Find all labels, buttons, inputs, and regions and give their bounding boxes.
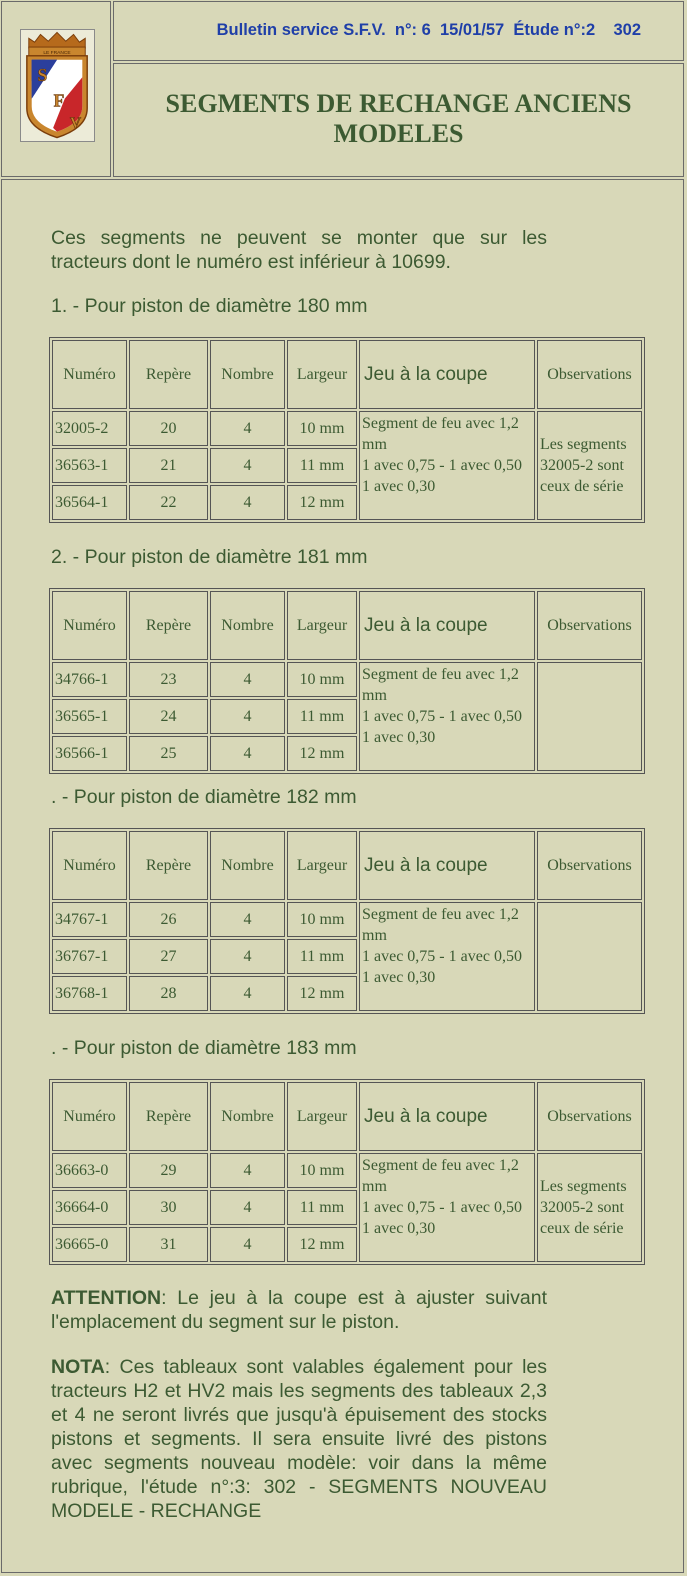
cell-nombre: 4 — [210, 485, 285, 520]
cell-repere: 25 — [129, 736, 208, 771]
segment-table — [49, 588, 645, 774]
table-heading: 1. - Pour piston de diamètre 180 mm — [51, 295, 368, 317]
column-header-nombre: Nombre — [210, 591, 285, 660]
column-header-numero: Numéro — [52, 340, 127, 409]
cell-largeur: 10 mm — [287, 662, 357, 697]
cell-repere: 20 — [129, 411, 208, 446]
cell-nombre: 4 — [210, 939, 285, 974]
cell-numero: 36768-1 — [52, 976, 127, 1011]
cell-nombre: 4 — [210, 411, 285, 446]
cell-largeur: 11 mm — [287, 448, 357, 483]
nota-paragraph — [51, 1355, 547, 1523]
cell-repere: 31 — [129, 1227, 208, 1262]
column-header-numero: Numéro — [52, 591, 127, 660]
cell-numero: 36566-1 — [52, 736, 127, 771]
table-row — [52, 411, 642, 446]
cell-jeu-a-la-coupe: Segment de feu avec 1,2 mm 1 avec 0,75 - 1 avec 0,50 1 avec 0,30 — [359, 902, 535, 1011]
cell-nombre: 4 — [210, 736, 285, 771]
cell-numero: 36767-1 — [52, 939, 127, 974]
cell-largeur: 10 mm — [287, 1153, 357, 1188]
cell-nombre: 4 — [210, 662, 285, 697]
logo-letter-v: V — [69, 114, 82, 132]
column-header-jeu: Jeu à la coupe — [359, 1082, 535, 1151]
cell-repere: 24 — [129, 699, 208, 734]
column-header-repere: Repère — [129, 591, 208, 660]
cell-largeur: 12 mm — [287, 736, 357, 771]
attention-text: : Le jeu à la coupe est à ajuster suivant l'emplacement du segment sur le piston. — [51, 1287, 547, 1333]
table-heading: 2. - Pour piston de diamètre 181 mm — [51, 546, 368, 568]
logo-panel — [1, 1, 111, 177]
cell-nombre: 4 — [210, 902, 285, 937]
cell-largeur: 10 mm — [287, 902, 357, 937]
cell-numero: 36565-1 — [52, 699, 127, 734]
title-panel — [113, 63, 684, 177]
cell-numero: 36663-0 — [52, 1153, 127, 1188]
table-header-row — [52, 831, 642, 900]
column-header-repere: Repère — [129, 340, 208, 409]
sfv-crest-logo — [20, 29, 95, 142]
cell-largeur: 12 mm — [287, 485, 357, 520]
cell-largeur: 11 mm — [287, 699, 357, 734]
column-header-largeur: Largeur — [287, 1082, 357, 1151]
cell-observations: Les segments 32005-2 sont ceux de série — [537, 411, 642, 520]
cell-observations: Les segments 32005-2 sont ceux de série — [537, 1153, 642, 1262]
column-header-observations: Observations — [537, 591, 642, 660]
cell-nombre: 4 — [210, 976, 285, 1011]
bulletin-line: Bulletin service S.F.V. n°: 6 15/01/57 Étude n°:2 302 — [216, 21, 641, 39]
column-header-numero: Numéro — [52, 831, 127, 900]
table-heading: . - Pour piston de diamètre 183 mm — [51, 1037, 357, 1059]
cell-repere: 21 — [129, 448, 208, 483]
cell-largeur: 11 mm — [287, 1190, 357, 1225]
bulletin-panel — [113, 1, 684, 61]
column-header-nombre: Nombre — [210, 340, 285, 409]
nota-text: : Ces tableaux sont valables également pour les tracteurs H2 et HV2 mais les segments des tableaux 2,3 et 4 ne seront livrés que jusqu'à épuisement des stocks pistons et segments. Il sera ensuite livré des pistons avec segments nouveau modèle: voir dans la même rubrique, l'étude n°:3: 302 - SEGMENTS NOUVEAU MODELE - RECHANGE — [51, 1356, 547, 1522]
column-header-nombre: Nombre — [210, 831, 285, 900]
svg-text:LE FRANCE: LE FRANCE — [43, 50, 71, 56]
cell-largeur: 10 mm — [287, 411, 357, 446]
cell-largeur: 12 mm — [287, 976, 357, 1011]
attention-paragraph — [51, 1286, 547, 1334]
segment-table — [49, 337, 645, 523]
nota-label: NOTA — [51, 1356, 105, 1378]
cell-repere: 29 — [129, 1153, 208, 1188]
column-header-observations: Observations — [537, 1082, 642, 1151]
table-header-row — [52, 1082, 642, 1151]
logo-letter-s: S — [37, 65, 48, 86]
cell-largeur: 11 mm — [287, 939, 357, 974]
logo-letter-f: F — [53, 90, 65, 111]
column-header-observations: Observations — [537, 340, 642, 409]
segment-table — [49, 828, 645, 1014]
cell-repere: 27 — [129, 939, 208, 974]
cell-numero: 32005-2 — [52, 411, 127, 446]
column-header-observations: Observations — [537, 831, 642, 900]
cell-observations — [537, 902, 642, 1011]
table-header-row — [52, 591, 642, 660]
attention-label: ATTENTION — [51, 1287, 162, 1309]
cell-repere: 23 — [129, 662, 208, 697]
table-heading: . - Pour piston de diamètre 182 mm — [51, 786, 357, 808]
cell-numero: 36665-0 — [52, 1227, 127, 1262]
intro-paragraph — [51, 226, 547, 274]
cell-largeur: 12 mm — [287, 1227, 357, 1262]
cell-nombre: 4 — [210, 699, 285, 734]
cell-repere: 22 — [129, 485, 208, 520]
table-row — [52, 902, 642, 937]
column-header-repere: Repère — [129, 831, 208, 900]
column-header-numero: Numéro — [52, 1082, 127, 1151]
column-header-jeu: Jeu à la coupe — [359, 591, 535, 660]
cell-nombre: 4 — [210, 448, 285, 483]
column-header-jeu: Jeu à la coupe — [359, 831, 535, 900]
cell-jeu-a-la-coupe: Segment de feu avec 1,2 mm 1 avec 0,75 - 1 avec 0,50 1 avec 0,30 — [359, 662, 535, 771]
cell-repere: 30 — [129, 1190, 208, 1225]
column-header-nombre: Nombre — [210, 1082, 285, 1151]
cell-numero: 34767-1 — [52, 902, 127, 937]
table-row — [52, 1153, 642, 1188]
cell-numero: 36563-1 — [52, 448, 127, 483]
cell-nombre: 4 — [210, 1153, 285, 1188]
table-header-row — [52, 340, 642, 409]
intro-text: Ces segments ne peuvent se monter que sur les tracteurs dont le numéro est inférieur à 10699. — [51, 227, 547, 273]
page-title: SEGMENTS DE RECHANGE ANCIENS MODELES — [165, 89, 632, 148]
cell-jeu-a-la-coupe: Segment de feu avec 1,2 mm 1 avec 0,75 - 1 avec 0,50 1 avec 0,30 — [359, 411, 535, 520]
cell-repere: 26 — [129, 902, 208, 937]
cell-numero: 36564-1 — [52, 485, 127, 520]
cell-repere: 28 — [129, 976, 208, 1011]
cell-jeu-a-la-coupe: Segment de feu avec 1,2 mm 1 avec 0,75 - 1 avec 0,50 1 avec 0,30 — [359, 1153, 535, 1262]
cell-observations — [537, 662, 642, 771]
column-header-jeu: Jeu à la coupe — [359, 340, 535, 409]
cell-numero: 36664-0 — [52, 1190, 127, 1225]
column-header-largeur: Largeur — [287, 340, 357, 409]
cell-numero: 34766-1 — [52, 662, 127, 697]
cell-nombre: 4 — [210, 1190, 285, 1225]
cell-nombre: 4 — [210, 1227, 285, 1262]
table-row — [52, 662, 642, 697]
column-header-repere: Repère — [129, 1082, 208, 1151]
segment-table — [49, 1079, 645, 1265]
column-header-largeur: Largeur — [287, 591, 357, 660]
column-header-largeur: Largeur — [287, 831, 357, 900]
